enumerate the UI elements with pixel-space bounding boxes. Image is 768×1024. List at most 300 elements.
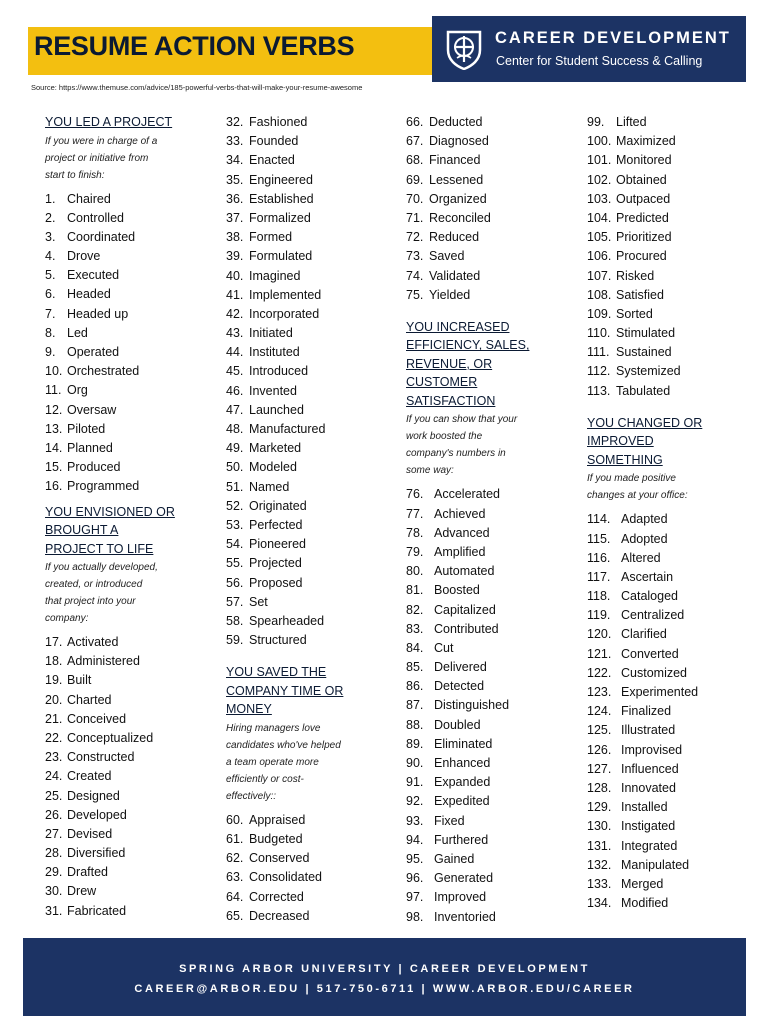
verb-label: Activated (67, 635, 119, 649)
verb-list-item (587, 587, 702, 606)
verb-number: 98. (406, 909, 424, 924)
verb-list-item (406, 620, 529, 639)
verb-label: Boosted (434, 583, 480, 598)
verb-list-item (45, 439, 175, 458)
verb-number: 92. (406, 794, 424, 809)
verb-list-item (45, 729, 175, 748)
verb-number: 78. (406, 525, 424, 540)
verb-number: 95. (406, 851, 424, 866)
verb-label: Detected (434, 679, 485, 694)
verb-label: Fashioned (249, 115, 308, 129)
verb-list-item (45, 767, 175, 786)
verb-number: 102. (587, 172, 612, 187)
section-heading: PROJECT TO LIFE (45, 541, 154, 556)
verb-number: 43. (226, 326, 244, 341)
verb-label: Tabulated (616, 383, 671, 398)
verb-number: 12. (45, 402, 63, 417)
verb-label: Conserved (249, 851, 310, 866)
verb-label: Adopted (621, 531, 668, 546)
verb-list-item (226, 267, 343, 286)
verb-label: Capitalized (434, 602, 496, 617)
verb-list (226, 811, 343, 926)
verb-number: 82. (406, 602, 424, 617)
brand-title: CAREER DEVELOPMENT (495, 29, 731, 47)
verb-number: 22. (45, 730, 63, 745)
verb-number: 105. (587, 230, 612, 245)
verb-list-item (406, 754, 529, 773)
verb-number: 104. (587, 210, 612, 225)
verb-number: 1. (45, 191, 56, 206)
verb-number: 123. (587, 685, 612, 699)
verb-list-item (226, 868, 343, 887)
verb-list-item (406, 908, 529, 927)
verb-number: 84. (406, 640, 424, 655)
verb-number: 133. (587, 876, 612, 891)
verb-list-item (226, 286, 343, 305)
verb-label: Advanced (434, 525, 490, 540)
verb-label: Set (249, 594, 268, 609)
verb-number: 79. (406, 544, 424, 559)
verb-number: 103. (587, 191, 612, 206)
verb-number: 127. (587, 761, 612, 776)
verb-list-item (587, 343, 702, 362)
verb-label: Modeled (249, 460, 297, 475)
verb-number: 26. (45, 807, 63, 822)
verb-label: Administered (67, 654, 140, 669)
verb-number: 66. (406, 115, 424, 129)
verb-label: Altered (621, 550, 661, 565)
verb-number: 69. (406, 172, 424, 187)
verb-number: 48. (226, 422, 244, 436)
verb-label: Inventoried (434, 909, 496, 924)
verb-label: Lifted (616, 115, 647, 129)
verb-number: 86. (406, 679, 424, 694)
verb-label: Fixed (434, 813, 465, 828)
verb-label: Experimented (621, 685, 699, 699)
verb-label: Launched (249, 402, 304, 417)
verb-label: Initiated (249, 326, 293, 341)
verb-number: 131. (587, 838, 612, 853)
verb-list-item (587, 549, 702, 568)
verb-list-item (226, 382, 343, 401)
verb-number: 116. (587, 550, 611, 565)
source-citation: Source: https://www.themuse.com/advice/185-powerful-verbs-that-will-make-your-resume-awesome (31, 83, 363, 92)
verb-section (406, 318, 529, 927)
verb-number: 31. (45, 903, 63, 918)
verb-list (45, 633, 175, 921)
verb-list-item (587, 664, 702, 683)
verb-label: Yielded (429, 287, 471, 302)
verb-label: Founded (249, 134, 299, 149)
verb-number: 39. (226, 249, 244, 264)
verb-list-item (45, 710, 175, 729)
verb-list-item (587, 625, 702, 644)
verb-section (45, 113, 175, 497)
verb-label: Incorporated (249, 306, 320, 321)
verb-label: Planned (67, 440, 113, 455)
verb-label: Maximized (616, 134, 676, 149)
verb-number: 51. (226, 479, 244, 494)
verb-label: Org (67, 383, 88, 398)
verb-number: 108. (587, 287, 612, 302)
verb-label: Charted (67, 692, 112, 707)
verb-number: 97. (406, 890, 424, 905)
section-description: created, or introduced (45, 579, 143, 590)
verb-list-item (45, 209, 175, 228)
verb-number: 34. (226, 153, 244, 168)
verb-number: 19. (45, 673, 63, 688)
verb-label: Deducted (429, 115, 483, 129)
verb-number: 122. (587, 665, 612, 680)
verb-list-item (45, 477, 175, 496)
verb-number: 23. (45, 750, 63, 765)
verb-number: 107. (587, 268, 612, 283)
verb-number: 101. (587, 153, 612, 168)
verb-section (587, 414, 702, 913)
verb-label: Stimulated (616, 326, 676, 341)
verb-label: Finalized (621, 704, 672, 719)
verb-list-item (226, 478, 343, 497)
verb-list-item (406, 171, 529, 190)
verb-list-item (226, 497, 343, 516)
footer-university: SPRING ARBOR UNIVERSITY | CAREER DEVELOPMENT (179, 963, 590, 975)
verb-label: Programmed (67, 479, 140, 494)
verb-label: Originated (249, 498, 307, 513)
verb-list-item (587, 741, 702, 760)
verb-label: Prioritized (616, 230, 672, 245)
verb-number: 125. (587, 723, 612, 738)
verb-list-item (406, 209, 529, 228)
verb-label: Manipulated (621, 857, 690, 872)
verb-list-item (406, 190, 529, 209)
verb-column-3 (406, 113, 529, 927)
verb-label: Decreased (249, 908, 310, 923)
verb-list-item (406, 543, 529, 562)
verb-label: Delivered (434, 660, 487, 675)
verb-number: 128. (587, 780, 612, 795)
section-description: candidates who've helped (226, 739, 341, 751)
verb-label: Headed up (67, 306, 129, 321)
verb-label: Illustrated (621, 723, 676, 738)
verb-list-item (587, 286, 702, 305)
verb-list-item (45, 401, 175, 420)
verb-label: Furthered (434, 832, 489, 847)
verb-number: 60. (226, 812, 244, 827)
verb-list-item (226, 554, 343, 573)
verb-list-item (226, 612, 343, 631)
brand-banner (432, 16, 746, 82)
section-description: If you made positive (587, 473, 676, 485)
verb-list-item (587, 875, 702, 894)
verb-list-item (406, 524, 529, 543)
verb-number: 15. (45, 460, 63, 475)
verb-list-item (406, 562, 529, 581)
verb-label: Lessened (429, 172, 484, 187)
verb-number: 74. (406, 268, 424, 283)
verb-list-item (226, 209, 343, 228)
verb-label: Developed (67, 807, 127, 822)
verb-label: Fabricated (67, 903, 127, 918)
verb-number: 117. (587, 569, 611, 584)
verb-label: Imagined (249, 268, 301, 283)
section-description: efficiently or cost- (226, 773, 304, 785)
verb-label: Validated (429, 268, 481, 283)
verb-list-item (406, 831, 529, 850)
verb-label: Procured (616, 249, 667, 264)
verb-number: 83. (406, 621, 424, 636)
verb-number: 9. (45, 345, 56, 359)
verb-list-item (45, 285, 175, 304)
verb-section (226, 663, 343, 926)
verb-label: Obtained (616, 172, 667, 187)
verb-list-item (226, 830, 343, 849)
verb-label: Projected (249, 556, 302, 571)
verb-label: Introduced (249, 364, 309, 379)
verb-label: Risked (616, 268, 655, 283)
verb-label: Systemized (616, 364, 681, 379)
verb-number: 91. (406, 775, 424, 790)
verb-number: 56. (226, 575, 244, 590)
verb-number: 114. (587, 512, 611, 527)
verb-number: 33. (226, 134, 244, 149)
verb-list-item (45, 806, 175, 825)
verb-label: Drew (67, 884, 97, 899)
verb-list-item (45, 343, 175, 362)
verb-number: 99. (587, 115, 605, 129)
verb-number: 14. (45, 440, 63, 455)
verb-label: Installed (621, 800, 668, 815)
verb-label: Produced (67, 460, 121, 475)
verb-number: 90. (406, 756, 424, 770)
verb-list (406, 485, 529, 926)
verb-list-item (226, 516, 343, 535)
verb-label: Instituted (249, 345, 300, 360)
verb-number: 72. (406, 230, 424, 245)
verb-list-item (45, 190, 175, 209)
verb-label: Doubled (434, 717, 481, 732)
section-description: changes at your office: (587, 490, 688, 502)
verb-number: 57. (226, 594, 244, 609)
verb-number: 118. (587, 589, 611, 604)
verb-label: Satisfied (616, 287, 664, 302)
verb-label: Led (67, 325, 88, 340)
verb-list-item (587, 856, 702, 875)
verb-number: 130. (587, 819, 612, 834)
verb-list-item (45, 228, 175, 247)
verb-section (406, 113, 529, 305)
verb-label: Improvised (621, 742, 683, 757)
verb-number: 41. (226, 287, 244, 302)
verb-list-item (406, 113, 529, 132)
section-heading: IMPROVED (587, 434, 654, 449)
verb-number: 7. (45, 306, 56, 321)
verb-list-item (406, 485, 529, 504)
verb-label: Spearheaded (249, 613, 325, 628)
verb-label: Formalized (249, 210, 311, 225)
verb-number: 115. (587, 531, 611, 546)
verb-number: 32. (226, 115, 244, 129)
verb-list-item (226, 343, 343, 362)
verb-number: 68. (406, 153, 424, 168)
section-description: start to finish: (45, 169, 105, 181)
verb-list-item (587, 779, 702, 798)
verb-column-4 (587, 113, 702, 913)
verb-list-item (45, 844, 175, 863)
verb-list-item (45, 247, 175, 266)
verb-list-item (226, 362, 343, 381)
verb-list-item (406, 773, 529, 792)
verb-list-item (45, 305, 175, 324)
section-description: some way: (406, 465, 454, 477)
verb-number: 27. (45, 826, 63, 841)
verb-number: 29. (45, 865, 63, 880)
verb-number: 76. (406, 487, 424, 502)
verb-list-item (226, 305, 343, 324)
verb-list-item (587, 721, 702, 740)
verb-number: 94. (406, 832, 424, 847)
verb-list-item (406, 601, 529, 620)
verb-label: Named (249, 479, 290, 494)
section-heading: MONEY (226, 702, 272, 717)
section-heading: COMPANY TIME OR (226, 683, 344, 698)
verb-label: Coordinated (67, 229, 136, 244)
verb-number: 40. (226, 268, 244, 283)
verb-list-item (587, 113, 702, 132)
verb-list-item (226, 535, 343, 554)
verb-number: 70. (406, 191, 424, 206)
section-description: work boosted the (406, 431, 483, 443)
verb-label: Outpaced (616, 191, 671, 206)
section-heading: YOU LED A PROJECT (45, 115, 173, 129)
verb-list-item (226, 132, 343, 151)
verb-number: 113. (587, 383, 611, 398)
verb-number: 73. (406, 249, 424, 264)
verb-label: Cut (434, 640, 454, 655)
verb-list-item (587, 817, 702, 836)
verb-number: 6. (45, 287, 56, 302)
verb-number: 28. (45, 846, 63, 861)
verb-number: 64. (226, 889, 244, 904)
verb-list-item (406, 267, 529, 286)
verb-label: Integrated (621, 838, 678, 853)
verb-list-item (406, 716, 529, 735)
verb-number: 61. (226, 831, 244, 846)
verb-number: 93. (406, 813, 424, 828)
verb-number: 4. (45, 249, 56, 264)
verb-number: 54. (226, 537, 244, 552)
verb-label: Designed (67, 788, 120, 803)
verb-label: Pioneered (249, 537, 306, 552)
verb-list-item (587, 151, 702, 170)
verb-list-item (587, 606, 702, 625)
verb-label: Diversified (67, 846, 126, 861)
verb-label: Converted (621, 646, 679, 661)
verb-list-item (45, 381, 175, 400)
verb-list-item (406, 735, 529, 754)
verb-number: 42. (226, 306, 244, 321)
footer-banner (23, 938, 746, 1016)
verb-number: 119. (587, 608, 611, 623)
section-heading: SOMETHING (587, 452, 663, 467)
section-heading: YOU ENVISIONED OR (45, 504, 175, 519)
verb-number: 3. (45, 229, 56, 244)
verb-label: Proposed (249, 575, 303, 590)
verb-label: Implemented (249, 287, 322, 302)
verb-number: 80. (406, 564, 424, 579)
verb-list-item (226, 458, 343, 477)
verb-number: 58. (226, 613, 244, 628)
verb-label: Improved (434, 890, 487, 905)
verb-list-item (406, 888, 529, 907)
footer-contact: CAREER@ARBOR.EDU | 517-750-6711 | WWW.ARBOR.EDU/CAREER (134, 983, 635, 995)
verb-list-item (45, 863, 175, 882)
verb-label: Formulated (249, 249, 313, 264)
verb-label: Reduced (429, 230, 480, 245)
verb-number: 44. (226, 345, 244, 360)
verb-label: Established (249, 191, 314, 206)
verb-label: Ascertain (621, 569, 674, 584)
verb-label: Gained (434, 851, 475, 866)
verb-number: 37. (226, 210, 244, 225)
verb-list-item (587, 228, 702, 247)
verb-list-item (45, 633, 175, 652)
verb-list-item (587, 190, 702, 209)
verb-list-item (406, 677, 529, 696)
verb-list-item (406, 792, 529, 811)
verb-list-item (226, 888, 343, 907)
verb-label: Expedited (434, 794, 490, 809)
brand-subtitle: Center for Student Success & Calling (496, 54, 703, 68)
section-description: project or initiative from (45, 152, 149, 164)
verb-list-item (587, 247, 702, 266)
section-description: that project into your (45, 596, 136, 607)
verb-label: Built (67, 673, 92, 688)
verb-number: 100. (587, 134, 612, 149)
verb-label: Adapted (621, 512, 668, 527)
verb-list (226, 113, 343, 650)
section-description: If you can show that your (406, 414, 518, 426)
verb-label: Predicted (616, 210, 669, 225)
verb-list-item (587, 362, 702, 381)
verb-number: 87. (406, 698, 424, 713)
verb-column-2 (226, 113, 343, 926)
verb-number: 46. (226, 383, 244, 398)
verb-number: 2. (45, 210, 56, 225)
verb-list-item (226, 228, 343, 247)
verb-list-item (406, 696, 529, 715)
verb-label: Formed (249, 230, 293, 245)
verb-label: Financed (429, 153, 481, 168)
verb-number: 85. (406, 660, 424, 675)
section-description: company's numbers in (406, 448, 506, 460)
verb-label: Saved (429, 249, 465, 264)
verb-list-item (45, 748, 175, 767)
verb-list-item (587, 324, 702, 343)
verb-list-item (226, 811, 343, 830)
verb-label: Structured (249, 633, 307, 648)
verb-list-item (226, 113, 343, 132)
verb-number: 134. (587, 896, 612, 911)
verb-number: 126. (587, 742, 612, 757)
verb-list-item (226, 151, 343, 170)
verb-number: 24. (45, 769, 63, 784)
verb-number: 36. (226, 191, 244, 206)
section-description: Hiring managers love (226, 722, 321, 734)
verb-label: Orchestrated (67, 364, 140, 379)
verb-list-item (45, 420, 175, 439)
section-heading: REVENUE, OR (406, 356, 493, 371)
verb-list (587, 113, 702, 401)
